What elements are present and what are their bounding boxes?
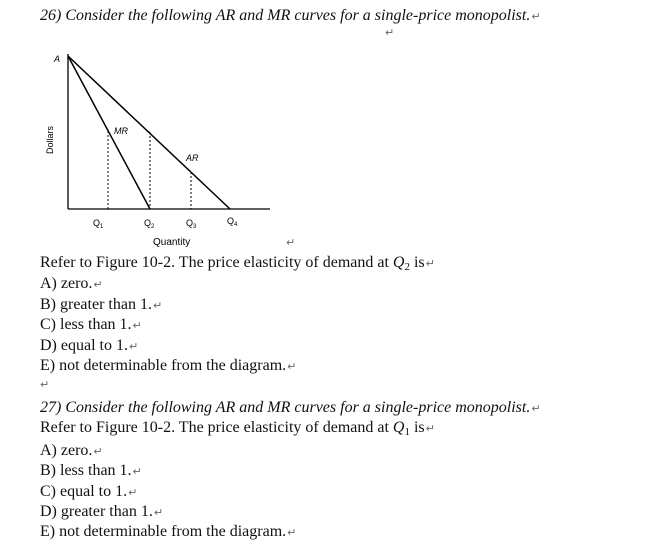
question-26-heading [40, 6, 541, 27]
ar-mr-figure [40, 44, 300, 254]
return-mark: ↵ [531, 10, 541, 23]
q-tick-labels [93, 216, 238, 230]
q2-tick-label: $Q_2$ [144, 218, 155, 230]
prompt-variable: Q [392, 254, 405, 271]
mr-label: MR [114, 126, 128, 136]
prompt-suffix: is [409, 419, 425, 436]
prompt-text: Refer to Figure 10-2. The price elasticity of demand at [40, 254, 393, 271]
intercept-label: A [54, 54, 61, 64]
return-mark: ↵ [40, 378, 50, 391]
prompt-subscript: 1 [404, 426, 410, 438]
q26-option-e: E) not determinable from the diagram.↵ [40, 357, 297, 374]
ar-curve [68, 56, 230, 209]
mr-curve [68, 56, 150, 209]
question-27-heading-text: 27) Consider the following AR and MR curves for a single-price monopolist. [40, 399, 531, 416]
q4-tick-label: $Q_4$ [227, 216, 238, 228]
q27-option-c: C) equal to 1.↵ [40, 483, 138, 500]
q26-option-a: A) zero.↵ [40, 275, 103, 292]
prompt-text: Refer to Figure 10-2. The price elasticity of demand at [40, 419, 393, 436]
q26-option-c: C) less than 1.↵ [40, 316, 142, 333]
q27-option-d: D) greater than 1.↵ [40, 503, 164, 520]
return-mark: ↵ [531, 402, 541, 415]
x-axis-label: Quantity [153, 237, 191, 248]
q26-option-b: B) greater than 1.↵ [40, 296, 163, 313]
return-mark: ↵ [385, 26, 395, 39]
return-mark: ↵ [286, 236, 296, 249]
prompt-subscript: 2 [404, 261, 410, 273]
return-mark: ↵ [425, 257, 435, 270]
return-mark: ↵ [425, 422, 435, 435]
q1-tick-label: $Q_1$ [93, 218, 104, 230]
question-27-heading [40, 398, 541, 419]
q27-option-a: A) zero.↵ [40, 442, 103, 459]
question-27-prompt [40, 418, 435, 442]
prompt-variable: Q [392, 419, 405, 436]
q3-tick-label: $Q_3$ [186, 218, 197, 230]
q27-option-e: E) not determinable from the diagram.↵ [40, 523, 297, 540]
y-axis-label: Dollars [45, 125, 55, 154]
q27-option-b: B) less than 1.↵ [40, 462, 142, 479]
prompt-suffix: is [409, 254, 425, 271]
ar-label: AR [186, 153, 199, 163]
question-26-heading-text: 26) Consider the following AR and MR curves for a single-price monopolist. [40, 7, 531, 24]
q26-option-d: D) equal to 1.↵ [40, 337, 139, 354]
